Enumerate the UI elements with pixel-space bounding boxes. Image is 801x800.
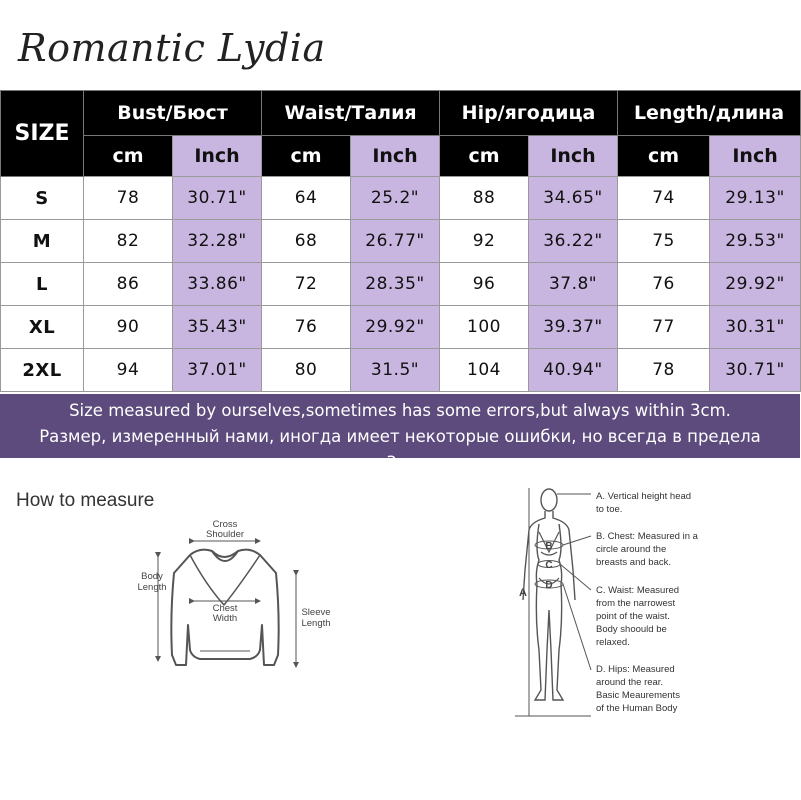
desc-height (596, 490, 726, 516)
cross-shoulder-label: Cross (212, 519, 238, 530)
desc-line: B. Chest: Measured in a (596, 531, 698, 542)
bust-cm-cell: 86 (84, 263, 173, 306)
hip-inch-cell: 34.65" (529, 177, 618, 220)
size-cell: 2XL (1, 349, 84, 392)
bust-cm-cell: 94 (84, 349, 173, 392)
waist-inch-cell: 25.2" (351, 177, 440, 220)
size-column-header: SIZE (1, 91, 84, 177)
desc-line: from the narrowest (596, 598, 676, 609)
table-row (1, 220, 801, 263)
waist-inch-cell: 31.5" (351, 349, 440, 392)
cross-shoulder-label-2: Shoulder (205, 529, 245, 540)
desc-line: around the rear. (596, 677, 664, 688)
unit-inch-header: Inch (529, 136, 618, 177)
bust-inch-cell: 35.43" (173, 306, 262, 349)
unit-inch-header: Inch (351, 136, 440, 177)
unit-cm-header: cm (618, 136, 710, 177)
desc-waist (596, 584, 726, 649)
sleeve-length-label: Sleeve (301, 607, 331, 618)
pointer-b (563, 536, 591, 545)
sweater-measure-diagram (128, 515, 338, 705)
desc-line: D. Hips: Measured (596, 664, 675, 675)
bust-cm-cell: 82 (84, 220, 173, 263)
marker-c: C (545, 560, 553, 571)
bust-inch-cell: 32.28" (173, 220, 262, 263)
table-row (1, 177, 801, 220)
desc-line: of the Human Body (596, 703, 678, 714)
bust-inch-cell: 37.01" (173, 349, 262, 392)
hip-cm-cell: 96 (440, 263, 529, 306)
desc-chest (596, 530, 726, 569)
unit-inch-header: Inch (173, 136, 262, 177)
length-inch-cell: 29.13" (710, 177, 801, 220)
length-inch-cell: 30.31" (710, 306, 801, 349)
desc-line: Body shoould be (596, 624, 667, 635)
unit-header-row (1, 136, 801, 177)
brand-logo: Romantic Lydia (18, 26, 326, 70)
unit-cm-header: cm (440, 136, 529, 177)
hip-inch-cell: 39.37" (529, 306, 618, 349)
body-length-label-2: Length (137, 582, 167, 593)
marker-d: D (545, 580, 553, 591)
measurement-note-banner (0, 394, 800, 472)
length-inch-cell: 30.71" (710, 349, 801, 392)
hip-inch-cell: 36.22" (529, 220, 618, 263)
how-to-measure-title: How to measure (16, 490, 155, 511)
pointer-c (560, 564, 591, 590)
size-cell: M (1, 220, 84, 263)
pointer-d (563, 584, 591, 670)
waist-cm-cell: 64 (262, 177, 351, 220)
hip-cm-cell: 104 (440, 349, 529, 392)
length-cm-cell: 77 (618, 306, 710, 349)
desc-line: C. Waist: Measured (596, 585, 680, 596)
waist-cm-cell: 68 (262, 220, 351, 263)
hip-inch-cell: 40.94" (529, 349, 618, 392)
desc-line: breasts and back. (596, 557, 671, 568)
length-header: Length/длина (618, 91, 801, 136)
waist-inch-cell: 26.77" (351, 220, 440, 263)
waist-header: Waist/Талия (262, 91, 440, 136)
size-cell: XL (1, 306, 84, 349)
waist-inch-cell: 28.35" (351, 263, 440, 306)
length-inch-cell: 29.92" (710, 263, 801, 306)
hip-cm-cell: 100 (440, 306, 529, 349)
hip-cm-cell: 88 (440, 177, 529, 220)
chest-width-label-2: Width (212, 613, 238, 624)
desc-line: A. Vertical height head (596, 491, 692, 502)
note-line-russian: Размер, измеренный нами, иногда имеет некоторые ошибки, но всегда в предела (39, 427, 761, 446)
waist-cm-cell: 80 (262, 349, 351, 392)
human-body-icon (523, 489, 575, 700)
length-cm-cell: 76 (618, 263, 710, 306)
table-row (1, 263, 801, 306)
measure-header-row (1, 91, 801, 136)
waist-cm-cell: 72 (262, 263, 351, 306)
marker-a: A (519, 587, 527, 599)
desc-hips (596, 663, 726, 715)
hip-inch-cell: 37.8" (529, 263, 618, 306)
body-length-label: Body (141, 571, 163, 582)
hip-header: Hip/ягодица (440, 91, 618, 136)
desc-line: Basic Meaurements (596, 690, 680, 701)
desc-line: relaxed. (596, 637, 630, 648)
length-cm-cell: 78 (618, 349, 710, 392)
length-inch-cell: 29.53" (710, 220, 801, 263)
bust-header: Bust/Бюст (84, 91, 262, 136)
bust-cm-cell: 78 (84, 177, 173, 220)
waist-inch-cell: 29.92" (351, 306, 440, 349)
table-row (1, 306, 801, 349)
bust-inch-cell: 33.86" (173, 263, 262, 306)
size-cell: S (1, 177, 84, 220)
unit-cm-header: cm (262, 136, 351, 177)
note-line-english: Size measured by ourselves,sometimes has some errors,but always within 3cm. (69, 401, 731, 420)
marker-b: B (545, 541, 553, 552)
length-cm-cell: 75 (618, 220, 710, 263)
bust-inch-cell: 30.71" (173, 177, 262, 220)
note-line-russian-cont: х 3 см. (371, 453, 429, 472)
table-row (1, 349, 801, 392)
bust-cm-cell: 90 (84, 306, 173, 349)
size-cell: L (1, 263, 84, 306)
waist-cm-cell: 76 (262, 306, 351, 349)
desc-line: circle around the (596, 544, 667, 555)
desc-line: to toe. (596, 504, 623, 515)
sleeve-length-label-2: Length (301, 618, 331, 629)
length-cm-cell: 74 (618, 177, 710, 220)
desc-line: point of the waist. (596, 611, 670, 622)
hip-cm-cell: 92 (440, 220, 529, 263)
chest-width-label: Chest (212, 603, 238, 614)
unit-cm-header: cm (84, 136, 173, 177)
unit-inch-header: Inch (710, 136, 801, 177)
size-chart-table (0, 90, 801, 392)
